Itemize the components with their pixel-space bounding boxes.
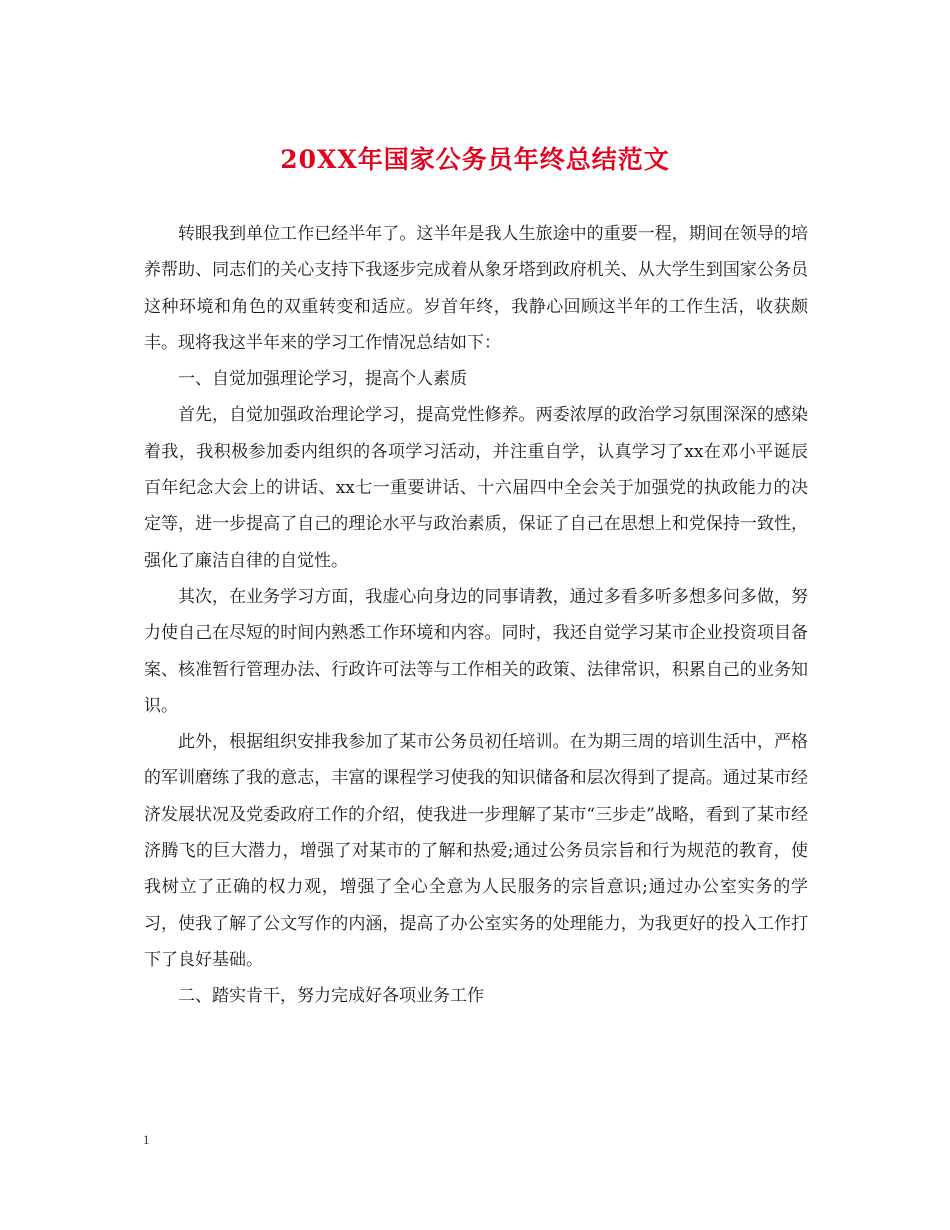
page-number: 1 <box>143 1132 150 1147</box>
paragraph-intro: 转眼我到单位工作已经半年了。这半年是我人生旅途中的重要一程，期间在领导的培养帮助、同志们的关心支持下我逐步完成着从象牙塔到政府机关、从大学生到国家公务员这种环境和角色的双重转变和适应。岁首年终，我静心回顾这半年的工作生活，收获颇丰。现将我这半年来的学习工作情况总结如下： <box>144 224 808 353</box>
paragraph-political-study: 首先，自觉加强政治理论学习，提高党性修养。两委浓厚的政治学习氛围深深的感染着我，我积极参加委内组织的各项学习活动，并注重自学，认真学习了xx在邓小平诞辰百年纪念大会上的讲话、xx七一重要讲话、十六届四中全会关于加强党的执政能力的决定等，进一步提高了自己的理论水平与政治素质，保证了自己在思想上和党保持一致性，强化了廉洁自律的自觉性。 <box>144 405 808 571</box>
document-title: 20XX年国家公务员年终总结范文 <box>280 145 670 174</box>
paragraph-business-study: 其次，在业务学习方面，我虚心向身边的同事请教，通过多看多听多想多问多做，努力使自己在尽短的时间内熟悉工作环境和内容。同时，我还自觉学习某市企业投资项目备案、核准暂行管理办法、行政许可法等与工作相关的政策、法律常识，积累自己的业务知识。 <box>144 586 808 716</box>
document-body <box>144 216 808 1015</box>
paragraph-training: 此外，根据组织安排我参加了某市公务员初任培训。在为期三周的培训生活中，严格的军训磨练了我的意志，丰富的课程学习使我的知识储备和层次得到了提高。通过某市经济发展状况及党委政府工作的介绍，使我进一步理解了某市“三步走”战略，看到了某市经济腾飞的巨大潜力，增强了对某市的了解和热爱;通过公务员宗旨和行为规范的教育，使我树立了正确的权力观，增强了全心全意为人民服务的宗旨意识;通过办公室实务的学习，使我了解了公文写作的内涵，提高了办公室实务的处理能力，为我更好的投入工作打下了良好基础。 <box>144 732 808 970</box>
section-heading-1: 一、自觉加强理论学习，提高个人素质 <box>178 369 467 390</box>
section-heading-2: 二、踏实肯干，努力完成好各项业务工作 <box>178 986 484 1007</box>
